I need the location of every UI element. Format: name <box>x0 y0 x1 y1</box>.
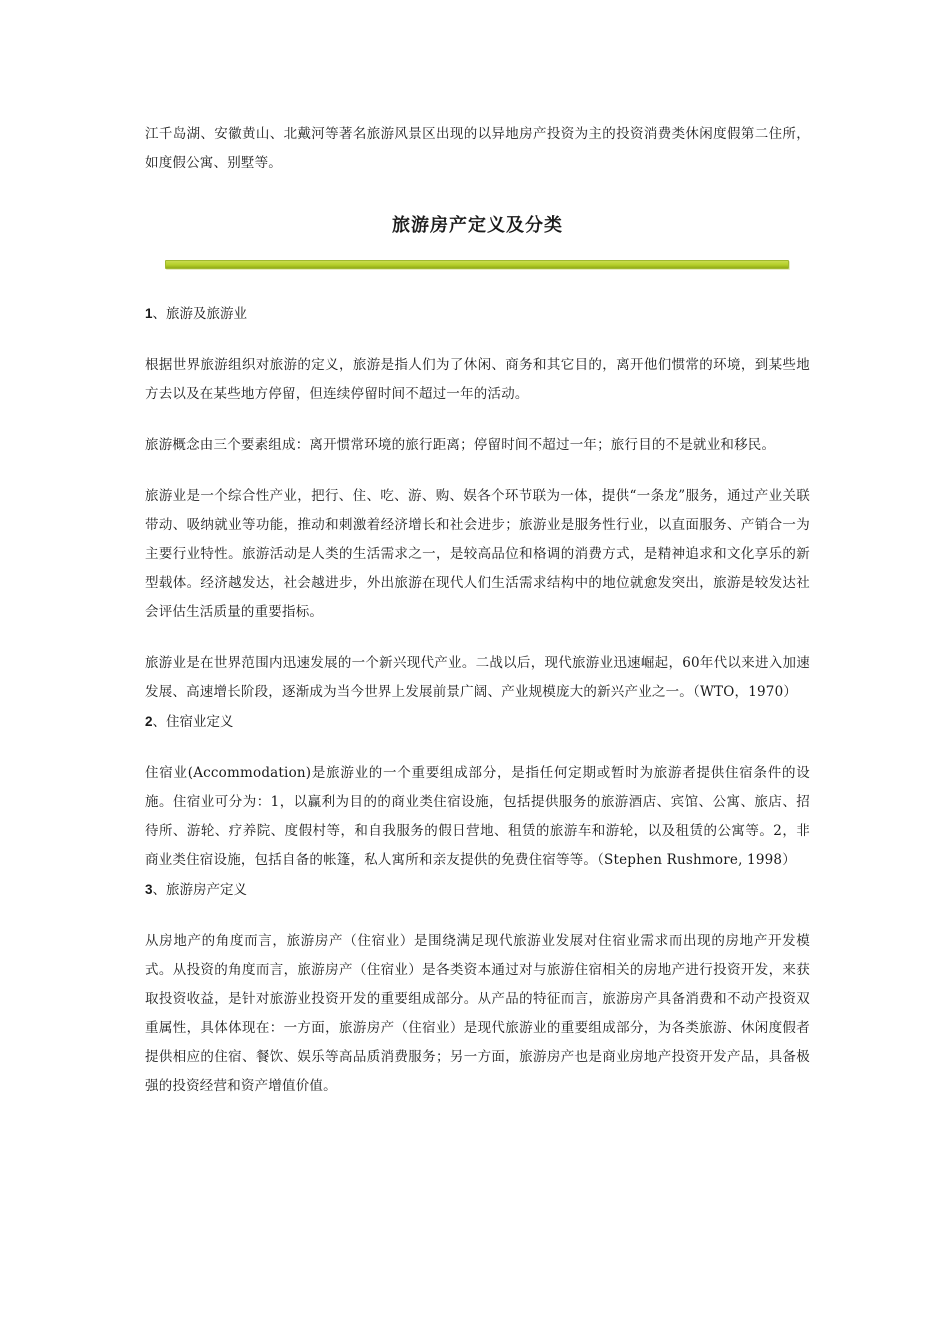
section-1-paragraph-3: 旅游业是一个综合性产业，把行、住、吃、游、购、娱各个环节联为一体，提供“一条龙”服务，通过产业关联带动、吸纳就业等功能，推动和刺激着经济增长和社会进步；旅游业是服务性行业，以直面服务、产销合一为主要行业特性。旅游活动是人类的生活需求之一，是较高品位和格调的消费方式，是精神追求和文化享乐的新型载体。经济越发达，社会越进步，外出旅游在现代人们生活需求结构中的地位就愈发突出，旅游是较发达社会评估生活质量的重要指标。 <box>145 488 810 620</box>
page-title: 旅游房产定义及分类 <box>392 215 563 236</box>
section-1-paragraph-1: 根据世界旅游组织对旅游的定义，旅游是指人们为了休闲、商务和其它目的，离开他们惯常的环境，到某些地方去以及在某些地方停留，但连续停留时间不超过一年的活动。 <box>145 357 810 402</box>
section-1-title: 、旅游及旅游业 <box>152 306 248 322</box>
section-2-number: 2 <box>145 714 153 729</box>
section-1-heading <box>145 299 810 329</box>
document-page <box>145 120 810 1101</box>
intro-paragraph: 江千岛湖、安徽黄山、北戴河等著名旅游风景区出现的以异地房产投资为主的投资消费类休闲度假第二住所，如度假公寓、别墅等。 <box>145 126 810 171</box>
section-3-number: 3 <box>145 882 153 897</box>
section-3-title: 、旅游房产定义 <box>152 882 248 898</box>
section-2-heading <box>145 707 810 737</box>
section-3-heading <box>145 875 810 905</box>
title-divider <box>165 260 789 269</box>
section-2-title: 、住宿业定义 <box>152 714 234 730</box>
section-3-paragraph-1: 从房地产的角度而言，旅游房产（住宿业）是围绕满足现代旅游业发展对住宿业需求而出现的房地产开发模式。从投资的角度而言，旅游房产（住宿业）是各类资本通过对与旅游住宿相关的房地产进行投资开发，来获取投资收益，是针对旅游业投资开发的重要组成部分。从产品的特征而言，旅游房产具备消费和不动产投资双重属性，具体体现在：一方面，旅游房产（住宿业）是现代旅游业的重要组成部分，为各类旅游、休闲度假者提供相应的住宿、餐饮、娱乐等高品质消费服务；另一方面，旅游房产也是商业房地产投资开发产品，具备极强的投资经营和资产增值价值。 <box>145 933 810 1094</box>
section-1-paragraph-2: 旅游概念由三个要素组成：离开惯常环境的旅行距离；停留时间不超过一年；旅行目的不是就业和移民。 <box>145 437 776 453</box>
section-1-number: 1 <box>145 306 153 321</box>
section-2-paragraph-1: 住宿业(Accommodation)是旅游业的一个重要组成部分，是指任何定期或暂时为旅游者提供住宿条件的设施。住宿业可分为：1，以赢利为目的的商业类住宿设施，包括提供服务的旅游酒店、宾馆、公寓、旅店、招待所、游轮、疗养院、度假村等，和自我服务的假日营地、租赁的旅游车和游轮，以及租赁的公寓等。2，非商业类住宿设施，包括自备的帐篷，私人寓所和亲友提供的免费住宿等等。（Stephen Rushmore, 1998） <box>145 765 810 868</box>
section-1-paragraph-4: 旅游业是在世界范围内迅速发展的一个新兴现代产业。二战以后，现代旅游业迅速崛起，60年代以来进入加速发展、高速增长阶段，逐渐成为当今世界上发展前景广阔、产业规模庞大的新兴产业之一。（WTO，1970） <box>145 655 810 700</box>
